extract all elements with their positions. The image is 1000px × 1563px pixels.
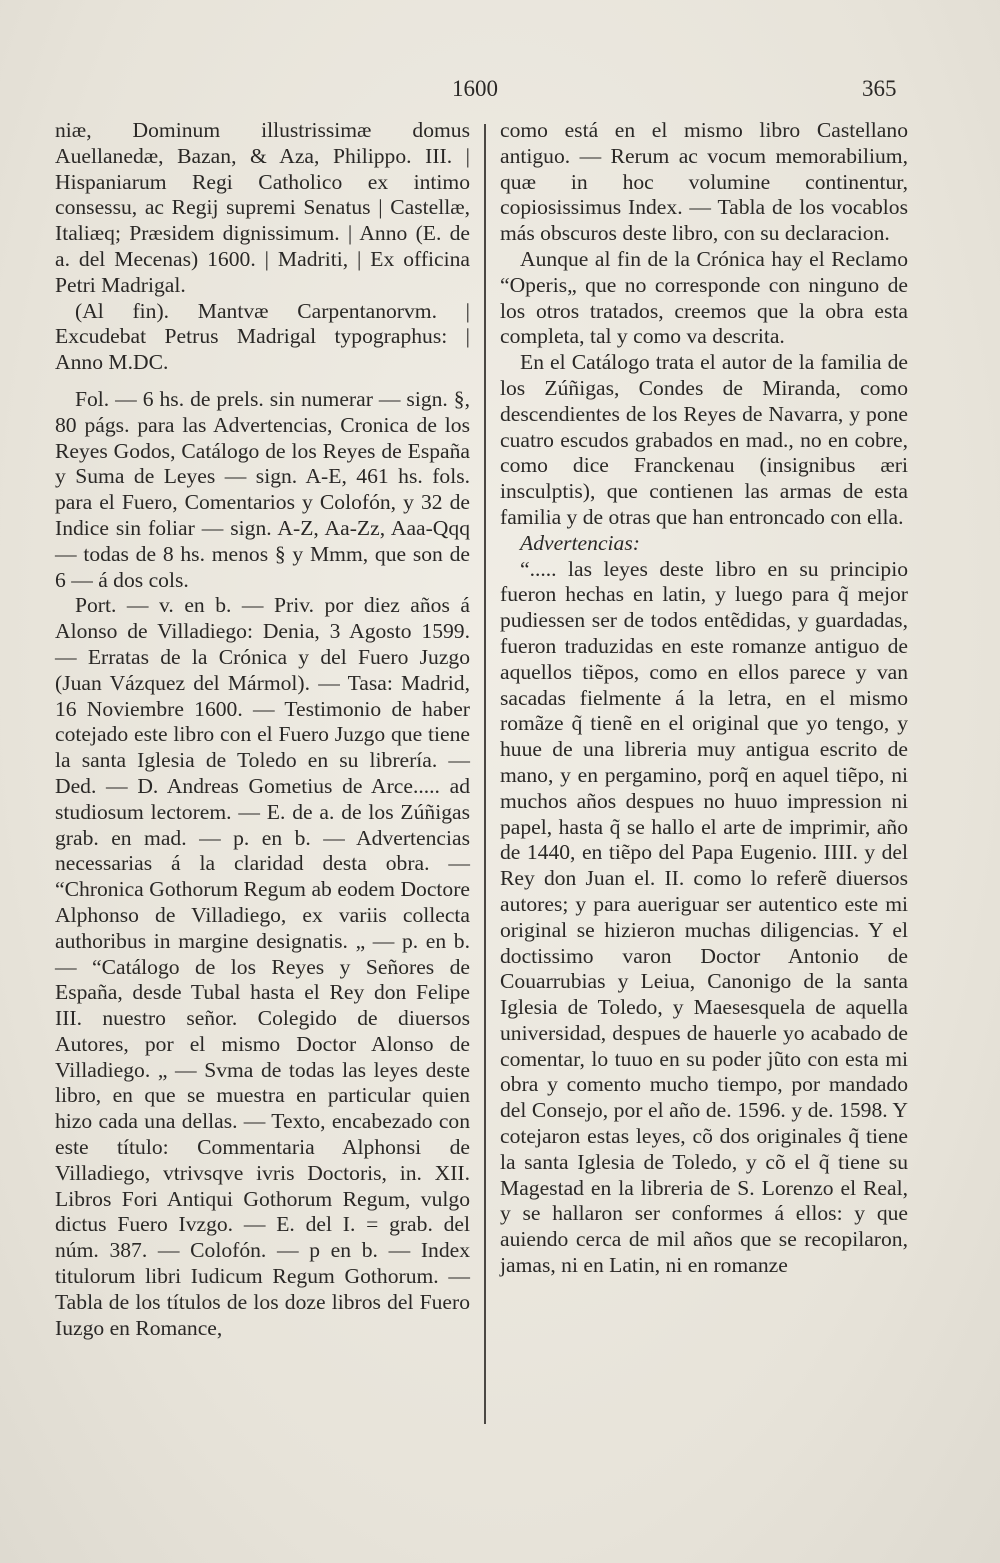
right-paragraph-1: como está en el mismo libro Castellano antiguo. — Rerum ac vocum memorabilium, quæ in hoc volumine continentur, copiosissimus Index. — Tabla de los vocablos más obscuros deste libro, con su declaracion. [500,118,908,246]
page-number: 365 [862,76,897,101]
right-paragraph-2: Aunque al fin de la Crónica hay el Reclamo “Operis„ que no corresponde con ninguno de los otros tratados, creemos que la obra esta completa, tal y como va descrita. [500,246,908,349]
left-paragraph-1: niæ, Dominum illustrissimæ domus Auellanedæ, Bazan, & Aza, Philippo. III. | Hispaniarum Regi Catholico ex intimo consessu, ac Regij supremi Senatus | Castellæ, Italiæq; Præsidem dignissimum. | Anno (E. de a. del Mecenas) 1600. | Madriti, | Ex officina Petri Madrigal. [55,118,470,297]
column-divider [484,124,486,1424]
left-paragraph-2: (Al fin). Mantvæ Carpentanorvm. | Excudebat Petrus Madrigal typographus: | Anno M.DC. [55,298,470,375]
right-paragraph-4: Advertencias: [520,530,640,555]
right-column [500,118,908,1279]
running-head-year: 1600 [452,76,498,101]
right-paragraph-5: “..... las leyes deste libro en su principio fueron hechas en latin, y luego para q̃ mejor pudiessen ser de todos entẽdidas, y guardadas, fueron traduzidas en este romanze antiguo de aquellos tiẽpos, como en ellos parece y van sacadas fielmente á la letra, en el mismo romãze q̃ tienẽ en el original que yo tengo, y huue de una libreria muy antigua escrito de mano, y en pergamino, porq̃ en aquel tiẽpo, ni muchos años despues no huuo impression ni papel, hasta q̃ se hallo el arte de imprimir, año de 1440, en tiẽpo del Papa Eugenio. IIII. y del Rey don Juan el. II. como lo referẽ diuersos autores; y para aueriguar ser autentico este mi original se hizieron muchas diligencias. Y el doctissimo varon Doctor Antonio de Couarrubias y Leiua, Canonigo de la santa Iglesia de Toledo, y Maesesquela de aquella universidad, despues de hauerle yo acabado de comentar, lo tuuo en su poder jũto con esta mi obra y comento mucho tiempo, por mandado del Consejo, por el año de. 1596. y de. 1598. Y cotejaron estas leyes, cõ dos originales q̃ tiene la santa Iglesia de Toledo, y cõ el q̃ tiene su Magestad en la libreria de S. Lorenzo el Real, y se hallaron ser conformes á ellos: y que auiendo cerca de mil años que se recopilaron, jamas, ni en Latin, ni en romanze [500,556,908,1278]
right-paragraph-3: En el Catálogo trata el autor de la familia de los Zúñigas, Condes de Miranda, como descendientes de los Reyes de Navarra, y pone cuatro escudos grabados en mad., no en cobre, como dice Franckenau (insignibus æri insculptis), que contienen las armas de esta familia y de otras que han entroncado con ella. [500,350,908,529]
left-column [55,118,470,1341]
left-paragraph-3: Fol. — 6 hs. de prels. sin numerar — sign. §, 80 págs. para las Advertencias, Cronica de los Reyes Godos, Catálogo de los Reyes de España y Suma de Leyes — sign. A-E, 461 hs. fols. para el Fuero, Comentarios y Colofón, y 32 de Indice sin foliar — sign. A-Z, Aa-Zz, Aaa-Qqq — todas de 8 hs. menos § y Mmm, que son de 6 — á dos cols. [55,386,470,592]
left-paragraph-4: Port. — v. en b. — Priv. por diez años á Alonso de Villadiego: Denia, 3 Agosto 1599. — Erratas de la Crónica y del Fuero Juzgo (Juan Vázquez del Mármol). — Tasa: Madrid, 16 Noviembre 1600. — Testimonio de haber cotejado este libro con el Fuero Juzgo que tiene la santa Iglesia de Toledo en su librería. — Ded. — D. Andreas Gometius de Arce..... ad studiosum lectorem. — E. de a. de los Zúñigas grab. en mad. — p. en b. — Advertencias necessarias á la claridad desta obra. — “Chronica Gothorum Regum ab eodem Doctore Alphonso de Villadiego, ex variis collecta authoribus in margine designatis. „ — p. en b. — “Catálogo de los Reyes y Señores de España, desde Tubal hasta el Rey don Felipe III. nuestro señor. Colegido de diuersos Autores, por el mismo Doctor Alonso de Villadiego. „ — Svma de todas las leyes deste libro, en que se muestra en particular quien hizo cada una dellas. — Texto, encabezado con este título: Commentaria Alphonsi de Villadiego, vtrivsqve ivris Doctoris, in. XII. Libros Fori Antiqui Gothorum Regum, vulgo dictus Fuero Ivzgo. — E. del I. = grab. del núm. 387. — Colofón. — p en b. — Index titulorum libri Iudicum Regum Gothorum. — Tabla de los títulos de los doze libros del Fuero Iuzgo en Romance, [55,593,470,1340]
